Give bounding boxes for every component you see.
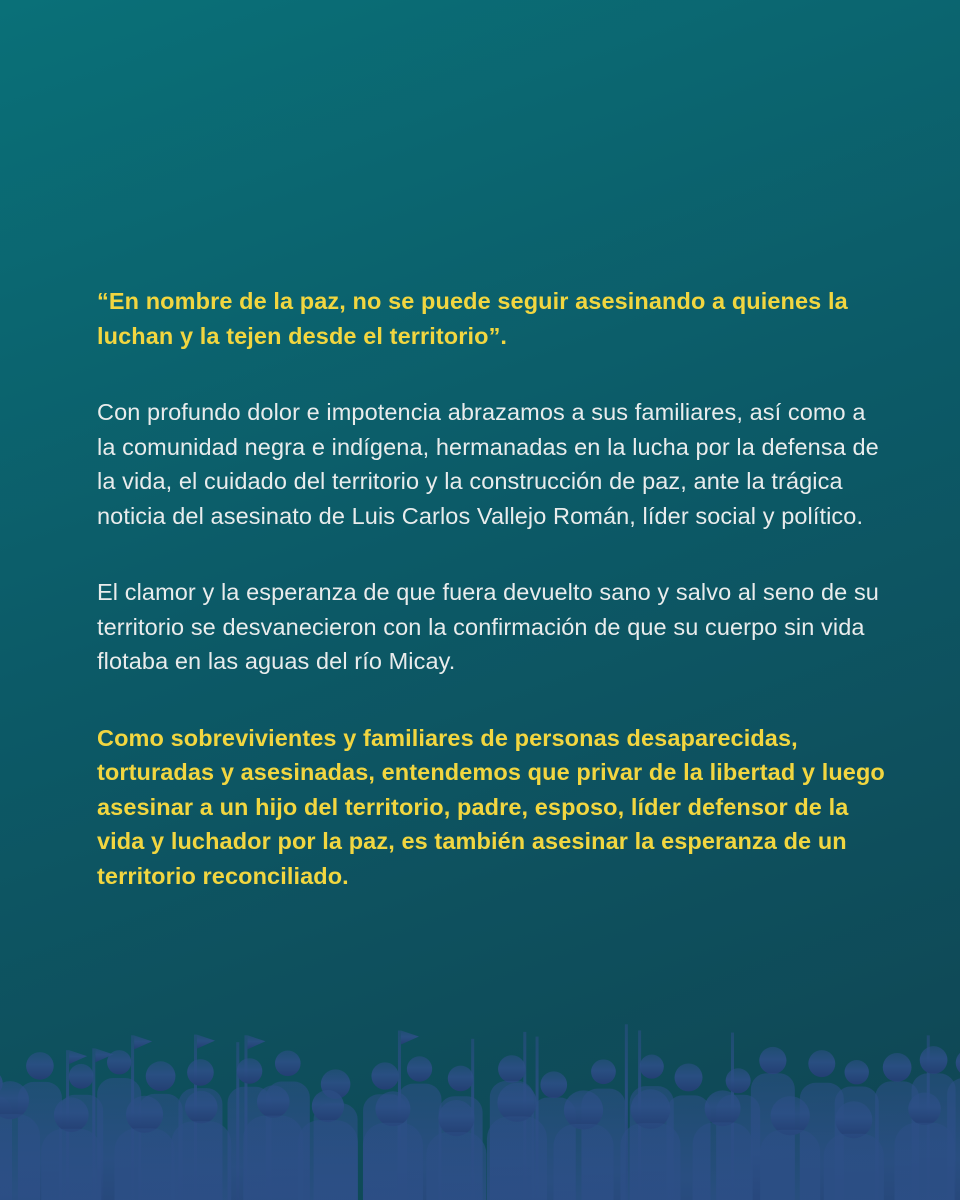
person-head	[564, 1090, 603, 1129]
person-head	[726, 1068, 751, 1093]
person-head	[759, 1047, 786, 1074]
person-body	[824, 1134, 884, 1200]
person-body	[243, 1116, 303, 1200]
person-head	[275, 1050, 301, 1076]
flag	[247, 1035, 265, 1049]
person-head	[237, 1058, 263, 1084]
flag	[69, 1050, 87, 1064]
person-body	[115, 1128, 175, 1200]
flag	[197, 1035, 215, 1049]
person-head	[312, 1090, 344, 1122]
person-head	[675, 1063, 703, 1091]
person-body	[171, 1121, 231, 1200]
person-body	[760, 1130, 820, 1200]
quote-paragraph: “En nombre de la paz, no se puede seguir asesinando a quienes la luchan y la tejen desde el territorio”.	[97, 288, 848, 349]
closing-paragraph: Como sobrevivientes y familiares de personas desaparecidas, torturadas y asesinadas, entendemos que privar de la libertad y luego asesinar a un hijo del territorio, padre, esposo, líder defensor de la vida y luchador por la paz, es también asesinar la esperanza de un territorio reconciliado.	[97, 724, 885, 889]
person-head	[771, 1096, 810, 1135]
person-head	[371, 1062, 398, 1089]
flag	[401, 1031, 419, 1045]
person-head	[497, 1083, 536, 1122]
person-head	[54, 1097, 89, 1132]
person-body	[554, 1124, 614, 1200]
person-head	[107, 1050, 131, 1074]
condolence-paragraph: Con profundo dolor e impotencia abrazamos a sus familiares, así como a la comunidad negra e indígena, hermanadas en la lucha por la defensa de la vida, el cuidado del territorio y la construcción de paz, ante la trágica noticia del asesinato de Luis Carlos Vallejo Román, líder social y político.	[97, 399, 879, 529]
person-head	[69, 1064, 94, 1089]
person-head	[883, 1053, 912, 1082]
crowd-silhouette	[0, 1020, 960, 1200]
person-head	[187, 1059, 214, 1086]
person-head	[185, 1091, 218, 1124]
person-body	[487, 1116, 547, 1200]
person-body	[298, 1120, 358, 1200]
person-head	[920, 1046, 948, 1074]
person-head	[956, 1049, 960, 1076]
person-body	[426, 1132, 486, 1200]
person-head	[257, 1085, 290, 1118]
person-head	[705, 1090, 741, 1126]
person-head	[808, 1050, 835, 1077]
person-body	[41, 1129, 101, 1200]
person-head	[498, 1055, 526, 1083]
person-head	[26, 1052, 54, 1080]
statement-text	[97, 284, 887, 935]
person-head	[375, 1091, 410, 1126]
person-head	[540, 1071, 567, 1098]
person-head	[407, 1056, 432, 1081]
person-head	[835, 1101, 872, 1138]
person-head	[438, 1100, 474, 1136]
person-body	[895, 1123, 955, 1200]
person-body	[0, 1114, 40, 1200]
person-head	[908, 1093, 941, 1126]
person-head	[126, 1096, 163, 1133]
person-head	[448, 1066, 474, 1092]
person-head	[640, 1055, 664, 1079]
person-body	[693, 1122, 753, 1200]
person-body	[363, 1123, 423, 1200]
river-paragraph: El clamor y la esperanza de que fuera devuelto sano y salvo al seno de su territorio se desvanecieron con la confirmación de que su cuerpo sin vida flotaba en las aguas del río Micay.	[97, 579, 879, 674]
crowd-photo	[0, 1020, 960, 1200]
person-head	[591, 1059, 616, 1084]
person-head	[845, 1060, 869, 1084]
person-body	[620, 1123, 680, 1200]
flag	[134, 1035, 152, 1049]
person-head	[146, 1061, 176, 1091]
person-head	[631, 1089, 671, 1129]
